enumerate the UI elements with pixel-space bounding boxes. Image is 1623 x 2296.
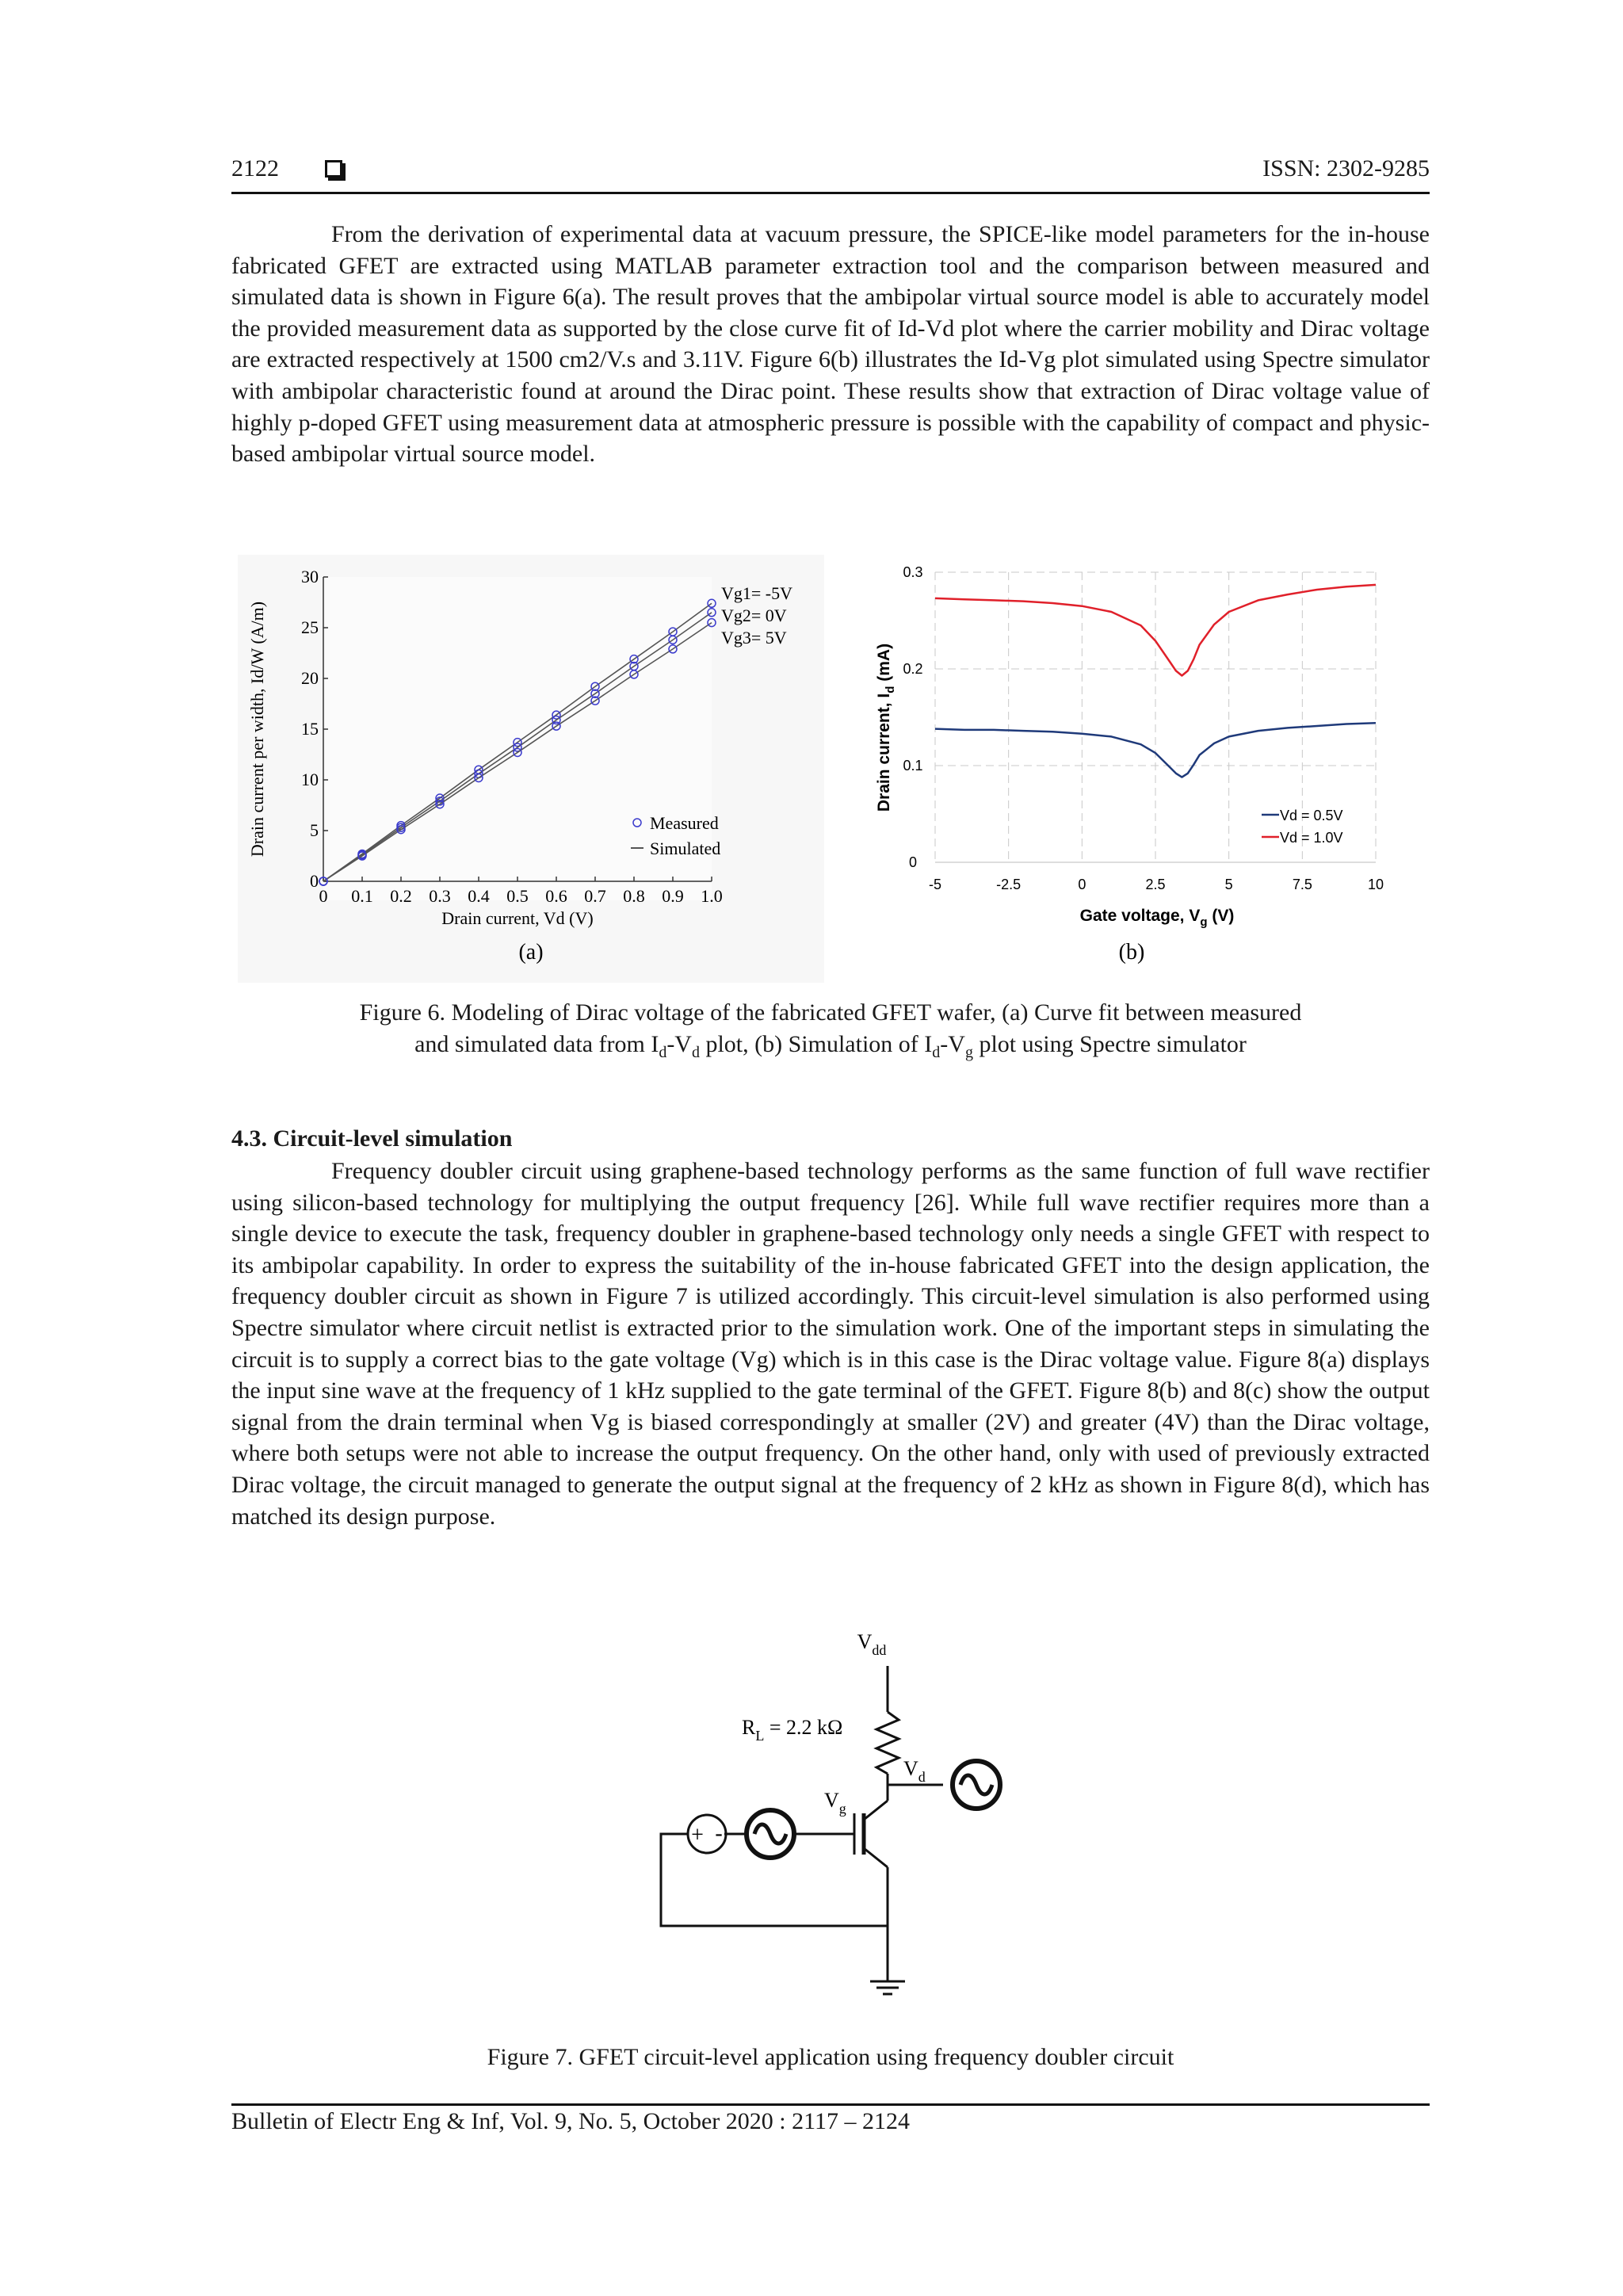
- figure-6: [238, 555, 1403, 983]
- series-label-vg3: Vg3= 5V: [721, 628, 787, 648]
- header-rule: [231, 192, 1430, 194]
- figure-7-circuit: [618, 1617, 1062, 2029]
- series-label-vg2: Vg2= 0V: [721, 606, 787, 625]
- y-tick-label: 20: [301, 668, 319, 688]
- panel-a-label: (a): [518, 940, 544, 965]
- x-tick-label: 0.1: [351, 886, 373, 906]
- svg-text:+: +: [691, 1823, 704, 1847]
- y-tick-label: 0.3: [903, 564, 923, 580]
- y-tick-label: 10: [301, 770, 319, 789]
- y-tick-label: 0: [310, 871, 319, 891]
- figure-6-caption-line-1: Figure 6. Modeling of Dirac voltage of the fabricated GFET wafer, (a) Curve fit between measured: [359, 999, 1302, 1026]
- legend-vd10-label: Vd = 1.0V: [1280, 830, 1343, 846]
- x-tick-label: -5: [928, 877, 942, 892]
- svg-text:-: -: [715, 1821, 723, 1846]
- figure-6-caption: [231, 997, 1430, 1068]
- output-sine-source-icon: [953, 1761, 1000, 1809]
- y-tick-label: 0.2: [903, 661, 923, 677]
- y-tick-label: 25: [301, 617, 319, 637]
- rl-label: $R_L = 2.2$ kΩ: [742, 1716, 843, 1744]
- figure-7: [618, 1617, 1062, 2029]
- dc-bias-source-icon: [688, 1815, 726, 1853]
- x-tick-label: 0.4: [468, 886, 490, 906]
- panel-a-series-labels: [721, 583, 792, 648]
- y-tick-label: 0: [908, 854, 918, 870]
- x-tick-label: 0: [319, 886, 328, 906]
- figure-6-caption-line-2: and simulated data from $I_d-V_d$ plot, (b) Simulation of $I_d-V_g$ plot using Spectre simulator: [414, 1030, 1247, 1061]
- panel-b-x-label: Gate voltage, $V_g$ (V): [1079, 907, 1235, 929]
- footer-citation: Bulletin of Electr Eng & Inf, Vol. 9, No. 5, October 2020 : 2117 – 2124: [231, 2108, 911, 2134]
- chart-panel-b: [838, 555, 1403, 983]
- figure-7-caption: Figure 7. GFET circuit-level application using frequency doubler circuit: [487, 2044, 1174, 2070]
- vd-label: $V_d$: [903, 1757, 926, 1785]
- y-tick-label: 30: [301, 567, 319, 586]
- gate-sine-source-icon: [747, 1810, 794, 1858]
- paragraph-1-text: From the derivation of experimental data at vacuum pressure, the SPICE-like model parameters for the in-house fabricated GFET are extracted using MATLAB parameter extraction tool and the comparison between measured and simulated data is shown in Figure 6(a). The result proves that the ambipolar virtual source model is able to accurately model the provided measurement data as supported by the close curve fit of Id-Vd plot where the carrier mobility and Dirac voltage are extracted respectively at 1500 cm2/V.s and 3.11V. Figure 6(b) illustrates the Id-Vg plot simulated using Spectre simulator with ambipolar characteristic found at around the Dirac point. These results show that extraction of Dirac voltage value of highly p-doped GFET using measurement data at atmospheric pressure is possible with the capability of compact and physic-based ambipolar virtual source model.: [231, 221, 1430, 468]
- figure-6-svg: [238, 555, 1403, 983]
- x-tick-label: 7.5: [1292, 877, 1312, 892]
- x-tick-label: 0.3: [429, 886, 451, 906]
- issn: ISSN: 2302-9285: [1262, 155, 1430, 181]
- legend-simulated-label: Simulated: [650, 839, 721, 858]
- page-number: 2122: [231, 155, 279, 181]
- x-tick-label: 0.2: [390, 886, 412, 906]
- panel-a-x-label: Drain current, Vd (V): [441, 908, 594, 928]
- x-tick-label: 0.8: [623, 886, 645, 906]
- footer-rule: [231, 2103, 1430, 2106]
- section-heading: 4.3. Circuit-level simulation: [231, 1125, 513, 1152]
- x-tick-label: 5: [1224, 877, 1233, 892]
- load-resistor: [876, 1712, 899, 1774]
- legend-vd05-label: Vd = 0.5V: [1280, 808, 1343, 823]
- panel-b-y-label: Drain current, $I_d$ (mA): [875, 643, 897, 812]
- paragraph-2-text: Frequency doubler circuit using graphene-based technology performs as the same function of full wave rectifier using silicon-based technology for multiplying the output frequency [26]. While full wave rectifier requires more than a single device to execute the task, frequency doubler in graphene-based technology only needs a single GFET with respect to its ambipolar capability. In order to express the suitability of the in-house fabricated GFET into the design application, the frequency doubler circuit as shown in Figure 7 is utilized accordingly. This circuit-level simulation is also performed using Spectre simulator where circuit netlist is extracted prior to the simulation work. One of the important steps in simulating the circuit is to supply a correct bias to the gate voltage (Vg) which is in this case is the Dirac voltage value. Figure 8(a) displays the input sine wave at the frequency of 1 kHz supplied to the gate terminal of the GFET. Figure 8(b) and 8(c) show the output signal from the drain terminal when Vg is biased correspondingly at smaller (2V) and greater (4V) than the Dirac voltage, where both setups were not able to increase the output frequency. On the other hand, only with used of previously extracted Dirac voltage, the circuit managed to generate the output signal at the frequency of 2 kHz as shown in Figure 8(d), which has matched its design purpose.: [231, 1158, 1430, 1530]
- x-tick-label: 0.9: [662, 886, 684, 906]
- y-tick-label: 15: [301, 719, 319, 739]
- panel-a-y-label: Drain current per width, Id/W (A/m): [247, 601, 267, 858]
- panel-b-label: (b): [1118, 940, 1145, 965]
- x-tick-label: 0.7: [584, 886, 606, 906]
- gfet-transistor: [854, 1801, 888, 1867]
- y-tick-label: 5: [310, 820, 319, 840]
- x-tick-label: 0.5: [506, 886, 529, 906]
- body-paragraph-1: [231, 219, 1430, 470]
- legend-measured-label: Measured: [650, 813, 719, 833]
- square-bullet-icon: [325, 160, 342, 178]
- vg-label: $V_g$: [824, 1789, 846, 1817]
- x-tick-label: 2.5: [1145, 877, 1166, 892]
- y-tick-label: 0.1: [903, 758, 923, 774]
- body-paragraph-2: [231, 1156, 1430, 1532]
- chart-panel-a: [238, 555, 824, 983]
- x-tick-label: -2.5: [996, 877, 1022, 892]
- x-tick-label: 1.0: [701, 886, 723, 906]
- series-label-vg1: Vg1= -5V: [721, 583, 793, 603]
- ground-icon: [870, 1981, 905, 1994]
- x-tick-label: 0.6: [545, 886, 567, 906]
- x-tick-label: 0: [1078, 877, 1086, 892]
- x-tick-label: 10: [1367, 877, 1384, 892]
- vdd-label: $V_{dd}$: [857, 1630, 887, 1658]
- page-header: [231, 155, 1430, 193]
